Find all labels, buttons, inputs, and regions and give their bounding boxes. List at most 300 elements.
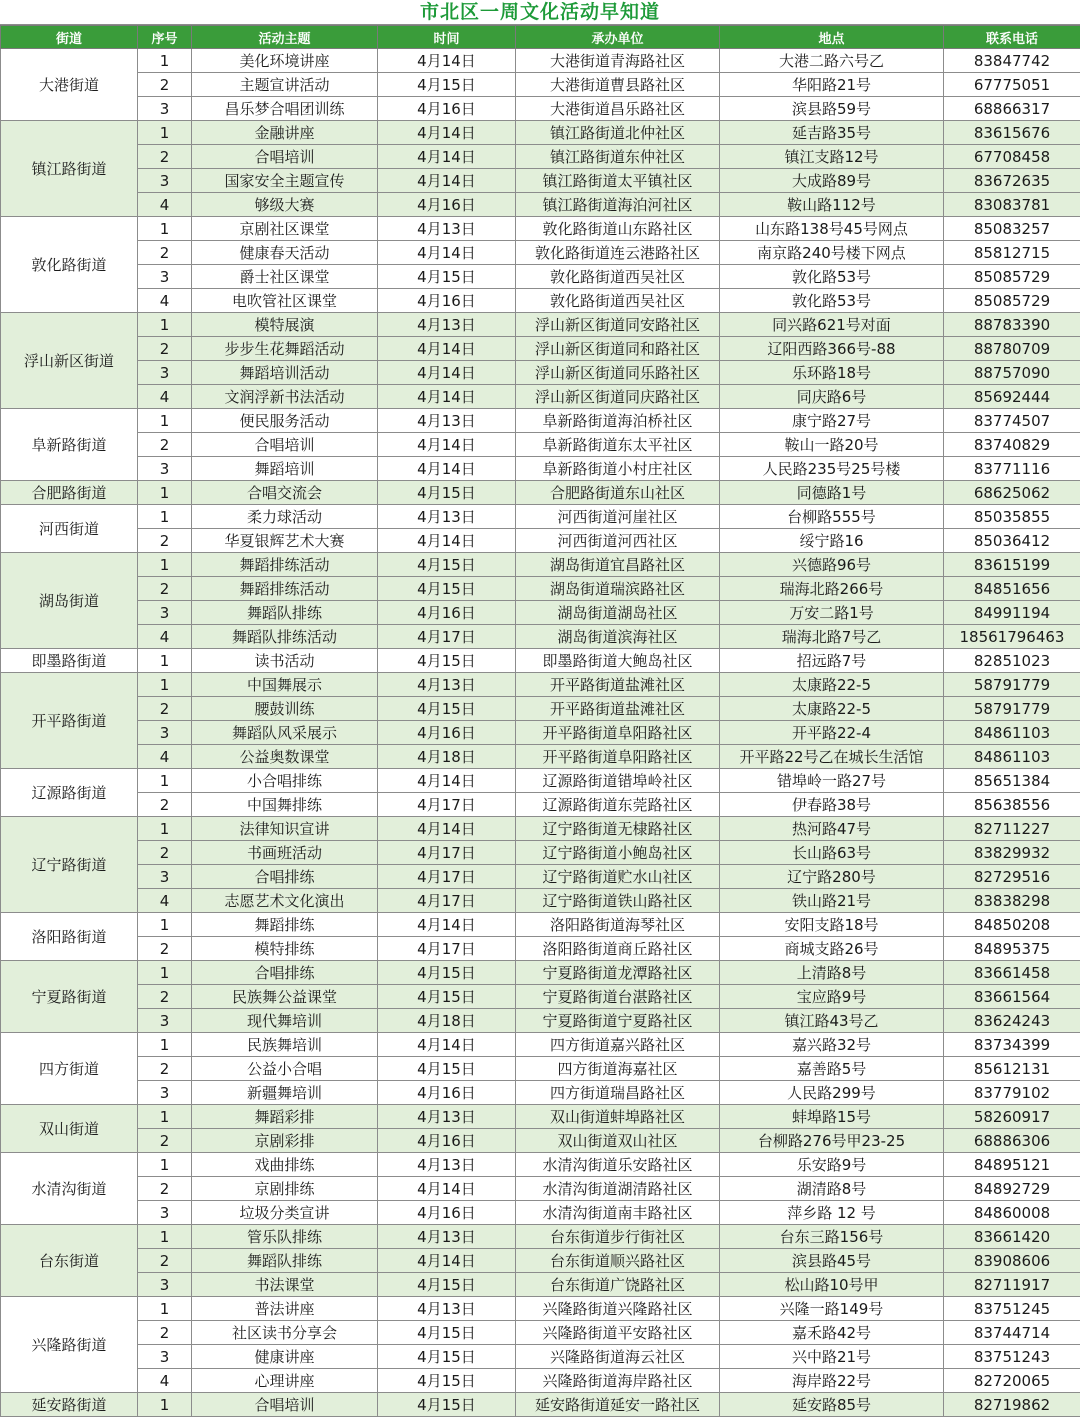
contact-phone: 68625062 xyxy=(944,481,1080,505)
organizer: 湖岛街道湖岛社区 xyxy=(516,601,720,625)
organizer: 辽宁路街道贮水山社区 xyxy=(516,865,720,889)
row-number: 1 xyxy=(138,409,192,433)
table-row xyxy=(1,1009,1080,1033)
activity-topic: 合唱培训 xyxy=(192,433,378,457)
location: 招远路7号 xyxy=(720,649,944,673)
activity-topic: 健康讲座 xyxy=(192,1345,378,1369)
activity-date: 4月15日 xyxy=(378,961,516,985)
contact-phone: 83624243 xyxy=(944,1009,1080,1033)
table-row xyxy=(1,145,1080,169)
activity-date: 4月14日 xyxy=(378,913,516,937)
contact-phone: 67775051 xyxy=(944,73,1080,97)
activity-date: 4月14日 xyxy=(378,385,516,409)
activity-date: 4月18日 xyxy=(378,745,516,769)
district-cell: 兴隆路街道 xyxy=(1,1297,138,1393)
table-row xyxy=(1,241,1080,265)
location: 太康路22-5 xyxy=(720,697,944,721)
row-number: 2 xyxy=(138,937,192,961)
organizer: 大港街道曹县路社区 xyxy=(516,73,720,97)
location: 上清路8号 xyxy=(720,961,944,985)
location: 伊春路38号 xyxy=(720,793,944,817)
organizer: 辽宁路街道无棣路社区 xyxy=(516,817,720,841)
district-cell: 河西街道 xyxy=(1,505,138,553)
organizer: 台东街道步行街社区 xyxy=(516,1225,720,1249)
district-cell: 四方街道 xyxy=(1,1033,138,1105)
location: 镇江路43号乙 xyxy=(720,1009,944,1033)
activity-topic: 舞蹈排练 xyxy=(192,913,378,937)
header-topic: 活动主题 xyxy=(192,26,378,49)
table-row xyxy=(1,577,1080,601)
contact-phone: 58791779 xyxy=(944,697,1080,721)
activity-topic: 京剧社区课堂 xyxy=(192,217,378,241)
activity-topic: 爵士社区课堂 xyxy=(192,265,378,289)
activity-date: 4月14日 xyxy=(378,337,516,361)
contact-phone: 85085729 xyxy=(944,289,1080,313)
contact-phone: 58260917 xyxy=(944,1105,1080,1129)
location: 辽宁路280号 xyxy=(720,865,944,889)
row-number: 3 xyxy=(138,361,192,385)
activity-topic: 京剧排练 xyxy=(192,1177,378,1201)
location: 瑞海北路7号乙 xyxy=(720,625,944,649)
organizer: 即墨路街道大鲍岛社区 xyxy=(516,649,720,673)
contact-phone: 83751243 xyxy=(944,1345,1080,1369)
organizer: 双山街道蚌埠路社区 xyxy=(516,1105,720,1129)
organizer: 宁夏路街道龙潭路社区 xyxy=(516,961,720,985)
row-number: 1 xyxy=(138,1033,192,1057)
table-row xyxy=(1,913,1080,937)
activity-date: 4月15日 xyxy=(378,1321,516,1345)
activity-date: 4月14日 xyxy=(378,145,516,169)
table-row xyxy=(1,745,1080,769)
organizer: 浮山新区街道同安路社区 xyxy=(516,313,720,337)
organizer: 兴隆路街道海云社区 xyxy=(516,1345,720,1369)
activity-topic: 模特排练 xyxy=(192,937,378,961)
district-cell: 水清沟街道 xyxy=(1,1153,138,1225)
district-cell: 镇江路街道 xyxy=(1,121,138,217)
contact-phone: 82719862 xyxy=(944,1393,1080,1417)
activity-topic: 现代舞培训 xyxy=(192,1009,378,1033)
location: 大港二路六号乙 xyxy=(720,49,944,73)
organizer: 辽宁路街道小鲍岛社区 xyxy=(516,841,720,865)
table-row xyxy=(1,457,1080,481)
contact-phone: 88757090 xyxy=(944,361,1080,385)
location: 台柳路276号甲23-25 xyxy=(720,1129,944,1153)
table-row xyxy=(1,649,1080,673)
location: 万安二路1号 xyxy=(720,601,944,625)
location: 镇江支路12号 xyxy=(720,145,944,169)
activity-date: 4月16日 xyxy=(378,601,516,625)
contact-phone: 83661420 xyxy=(944,1225,1080,1249)
organizer: 浮山新区街道同乐路社区 xyxy=(516,361,720,385)
table-row xyxy=(1,97,1080,121)
location: 人民路235号25号楼 xyxy=(720,457,944,481)
activity-topic: 合唱排练 xyxy=(192,865,378,889)
table-row xyxy=(1,1393,1080,1417)
district-cell: 宁夏路街道 xyxy=(1,961,138,1033)
location: 康宁路27号 xyxy=(720,409,944,433)
row-number: 2 xyxy=(138,793,192,817)
organizer: 浮山新区街道同和路社区 xyxy=(516,337,720,361)
row-number: 2 xyxy=(138,577,192,601)
location: 鞍山路112号 xyxy=(720,193,944,217)
row-number: 4 xyxy=(138,385,192,409)
row-number: 1 xyxy=(138,313,192,337)
row-number: 4 xyxy=(138,889,192,913)
table-row xyxy=(1,625,1080,649)
activity-date: 4月15日 xyxy=(378,1345,516,1369)
activity-topic: 中国舞展示 xyxy=(192,673,378,697)
activity-date: 4月13日 xyxy=(378,1297,516,1321)
row-number: 1 xyxy=(138,913,192,937)
organizer: 洛阳路街道海琴社区 xyxy=(516,913,720,937)
table-row xyxy=(1,1105,1080,1129)
table-row xyxy=(1,1129,1080,1153)
organizer: 宁夏路街道宁夏路社区 xyxy=(516,1009,720,1033)
activity-date: 4月16日 xyxy=(378,1081,516,1105)
district-cell: 开平路街道 xyxy=(1,673,138,769)
activity-topic: 合唱培训 xyxy=(192,1393,378,1417)
activity-date: 4月15日 xyxy=(378,265,516,289)
activity-topic: 法律知识宣讲 xyxy=(192,817,378,841)
location: 兴德路96号 xyxy=(720,553,944,577)
row-number: 1 xyxy=(138,1225,192,1249)
contact-phone: 83779102 xyxy=(944,1081,1080,1105)
row-number: 3 xyxy=(138,601,192,625)
district-cell: 台东街道 xyxy=(1,1225,138,1297)
activity-date: 4月16日 xyxy=(378,1129,516,1153)
contact-phone: 84851656 xyxy=(944,577,1080,601)
row-number: 1 xyxy=(138,1393,192,1417)
location: 乐安路9号 xyxy=(720,1153,944,1177)
activity-date: 4月16日 xyxy=(378,289,516,313)
activity-date: 4月15日 xyxy=(378,73,516,97)
table-row xyxy=(1,673,1080,697)
contact-phone: 85036412 xyxy=(944,529,1080,553)
row-number: 1 xyxy=(138,961,192,985)
activity-topic: 国家安全主题宣传 xyxy=(192,169,378,193)
location: 同德路1号 xyxy=(720,481,944,505)
organizer: 水清沟街道南丰路社区 xyxy=(516,1201,720,1225)
location: 商城支路26号 xyxy=(720,937,944,961)
table-row xyxy=(1,385,1080,409)
activity-date: 4月13日 xyxy=(378,409,516,433)
location: 海岸路22号 xyxy=(720,1369,944,1393)
row-number: 1 xyxy=(138,481,192,505)
table-row xyxy=(1,553,1080,577)
activity-table xyxy=(0,25,1080,1417)
row-number: 4 xyxy=(138,745,192,769)
row-number: 1 xyxy=(138,649,192,673)
row-number: 2 xyxy=(138,1321,192,1345)
location: 山东路138号45号网点 xyxy=(720,217,944,241)
header-number: 序号 xyxy=(138,26,192,49)
organizer: 敦化路街道西吴社区 xyxy=(516,289,720,313)
organizer: 水清沟街道湖清路社区 xyxy=(516,1177,720,1201)
contact-phone: 83774507 xyxy=(944,409,1080,433)
activity-topic: 垃圾分类宣讲 xyxy=(192,1201,378,1225)
activity-topic: 读书活动 xyxy=(192,649,378,673)
activity-date: 4月17日 xyxy=(378,793,516,817)
activity-date: 4月13日 xyxy=(378,505,516,529)
row-number: 3 xyxy=(138,1009,192,1033)
location: 绥宁路16 xyxy=(720,529,944,553)
organizer: 镇江路街道海泊河社区 xyxy=(516,193,720,217)
row-number: 1 xyxy=(138,769,192,793)
table-row xyxy=(1,721,1080,745)
contact-phone: 83661458 xyxy=(944,961,1080,985)
activity-topic: 新疆舞培训 xyxy=(192,1081,378,1105)
activity-topic: 志愿艺术文化演出 xyxy=(192,889,378,913)
contact-phone: 83908606 xyxy=(944,1249,1080,1273)
contact-phone: 88783390 xyxy=(944,313,1080,337)
header-phone: 联系电话 xyxy=(944,26,1080,49)
location: 人民路299号 xyxy=(720,1081,944,1105)
table-row xyxy=(1,169,1080,193)
activity-date: 4月14日 xyxy=(378,457,516,481)
contact-phone: 58791779 xyxy=(944,673,1080,697)
activity-topic: 公益奥数课堂 xyxy=(192,745,378,769)
organizer: 阜新路街道小村庄社区 xyxy=(516,457,720,481)
activity-date: 4月14日 xyxy=(378,1033,516,1057)
table-row xyxy=(1,1177,1080,1201)
organizer: 辽宁路街道铁山路社区 xyxy=(516,889,720,913)
activity-date: 4月15日 xyxy=(378,577,516,601)
activity-topic: 步步生花舞蹈活动 xyxy=(192,337,378,361)
table-row xyxy=(1,1225,1080,1249)
header-organizer: 承办单位 xyxy=(516,26,720,49)
activity-date: 4月15日 xyxy=(378,1369,516,1393)
contact-phone: 67708458 xyxy=(944,145,1080,169)
district-cell: 延安路街道 xyxy=(1,1393,138,1417)
row-number: 3 xyxy=(138,1345,192,1369)
contact-phone: 68886306 xyxy=(944,1129,1080,1153)
activity-date: 4月13日 xyxy=(378,313,516,337)
district-cell: 敦化路街道 xyxy=(1,217,138,313)
activity-date: 4月14日 xyxy=(378,49,516,73)
contact-phone: 84860008 xyxy=(944,1201,1080,1225)
table-row xyxy=(1,217,1080,241)
activity-date: 4月16日 xyxy=(378,193,516,217)
row-number: 3 xyxy=(138,97,192,121)
activity-topic: 戏曲排练 xyxy=(192,1153,378,1177)
row-number: 3 xyxy=(138,1273,192,1297)
organizer: 镇江路街道北仲社区 xyxy=(516,121,720,145)
activity-topic: 民族舞培训 xyxy=(192,1033,378,1057)
contact-phone: 85692444 xyxy=(944,385,1080,409)
header-date: 时间 xyxy=(378,26,516,49)
location: 台东三路156号 xyxy=(720,1225,944,1249)
table-row xyxy=(1,505,1080,529)
location: 乐环路18号 xyxy=(720,361,944,385)
activity-topic: 小合唱排练 xyxy=(192,769,378,793)
contact-phone: 88780709 xyxy=(944,337,1080,361)
location: 开平路22号乙在城长生活馆 xyxy=(720,745,944,769)
organizer: 台东街道广饶路社区 xyxy=(516,1273,720,1297)
location: 延吉路35号 xyxy=(720,121,944,145)
activity-date: 4月17日 xyxy=(378,889,516,913)
contact-phone: 82851023 xyxy=(944,649,1080,673)
contact-phone: 85085729 xyxy=(944,265,1080,289)
location: 滨县路45号 xyxy=(720,1249,944,1273)
row-number: 1 xyxy=(138,673,192,697)
organizer: 敦化路街道山东路社区 xyxy=(516,217,720,241)
location: 铁山路21号 xyxy=(720,889,944,913)
organizer: 延安路街道延安一路社区 xyxy=(516,1393,720,1417)
activity-date: 4月16日 xyxy=(378,97,516,121)
activity-topic: 社区读书分享会 xyxy=(192,1321,378,1345)
page-title: 市北区一周文化活动早知道 xyxy=(0,0,1080,25)
location: 宝应路9号 xyxy=(720,985,944,1009)
activity-topic: 舞蹈彩排 xyxy=(192,1105,378,1129)
location: 蚌埠路15号 xyxy=(720,1105,944,1129)
activity-topic: 模特展演 xyxy=(192,313,378,337)
contact-phone: 85083257 xyxy=(944,217,1080,241)
location: 辽阳西路366号-88 xyxy=(720,337,944,361)
organizer: 四方街道瑞昌路社区 xyxy=(516,1081,720,1105)
row-number: 1 xyxy=(138,553,192,577)
row-number: 3 xyxy=(138,865,192,889)
organizer: 四方街道嘉兴路社区 xyxy=(516,1033,720,1057)
table-row xyxy=(1,793,1080,817)
row-number: 1 xyxy=(138,1153,192,1177)
table-row xyxy=(1,769,1080,793)
organizer: 河西街道河崖社区 xyxy=(516,505,720,529)
organizer: 湖岛街道滨海社区 xyxy=(516,625,720,649)
activity-date: 4月16日 xyxy=(378,1201,516,1225)
activity-topic: 舞蹈队排练 xyxy=(192,1249,378,1273)
contact-phone: 83771116 xyxy=(944,457,1080,481)
organizer: 大港街道昌乐路社区 xyxy=(516,97,720,121)
organizer: 兴隆路街道平安路社区 xyxy=(516,1321,720,1345)
activity-topic: 昌乐梦合唱团训练 xyxy=(192,97,378,121)
contact-phone: 83847742 xyxy=(944,49,1080,73)
activity-topic: 书法课堂 xyxy=(192,1273,378,1297)
activity-date: 4月15日 xyxy=(378,1273,516,1297)
district-cell: 阜新路街道 xyxy=(1,409,138,481)
table-row xyxy=(1,313,1080,337)
location: 湖清路8号 xyxy=(720,1177,944,1201)
organizer: 阜新路街道东太平社区 xyxy=(516,433,720,457)
row-number: 2 xyxy=(138,697,192,721)
table-row xyxy=(1,289,1080,313)
activity-date: 4月15日 xyxy=(378,985,516,1009)
row-number: 4 xyxy=(138,289,192,313)
location: 敦化路53号 xyxy=(720,265,944,289)
header-location: 地点 xyxy=(720,26,944,49)
table-row xyxy=(1,481,1080,505)
row-number: 3 xyxy=(138,265,192,289)
organizer: 洛阳路街道商丘路社区 xyxy=(516,937,720,961)
organizer: 宁夏路街道台湛路社区 xyxy=(516,985,720,1009)
row-number: 2 xyxy=(138,1177,192,1201)
location: 萍乡路 12 号 xyxy=(720,1201,944,1225)
activity-date: 4月14日 xyxy=(378,817,516,841)
activity-date: 4月13日 xyxy=(378,1153,516,1177)
contact-phone: 85035855 xyxy=(944,505,1080,529)
activity-date: 4月14日 xyxy=(378,769,516,793)
activity-topic: 合唱交流会 xyxy=(192,481,378,505)
table-row xyxy=(1,529,1080,553)
contact-phone: 84895375 xyxy=(944,937,1080,961)
activity-topic: 舞蹈队排练 xyxy=(192,601,378,625)
contact-phone: 82711227 xyxy=(944,817,1080,841)
organizer: 镇江路街道东仲社区 xyxy=(516,145,720,169)
activity-topic: 舞蹈培训活动 xyxy=(192,361,378,385)
contact-phone: 82720065 xyxy=(944,1369,1080,1393)
row-number: 3 xyxy=(138,721,192,745)
contact-phone: 83751245 xyxy=(944,1297,1080,1321)
activity-topic: 健康春天活动 xyxy=(192,241,378,265)
contact-phone: 84861103 xyxy=(944,745,1080,769)
organizer: 开平路街道阜阳路社区 xyxy=(516,721,720,745)
table-row xyxy=(1,1297,1080,1321)
location: 错埠岭一路27号 xyxy=(720,769,944,793)
table-row xyxy=(1,121,1080,145)
contact-phone: 83672635 xyxy=(944,169,1080,193)
organizer: 辽源路街道东莞路社区 xyxy=(516,793,720,817)
contact-phone: 85612131 xyxy=(944,1057,1080,1081)
row-number: 2 xyxy=(138,73,192,97)
location: 敦化路53号 xyxy=(720,289,944,313)
location: 嘉善路5号 xyxy=(720,1057,944,1081)
activity-topic: 管乐队排练 xyxy=(192,1225,378,1249)
activity-date: 4月15日 xyxy=(378,1057,516,1081)
contact-phone: 85638556 xyxy=(944,793,1080,817)
organizer: 浮山新区街道同庆路社区 xyxy=(516,385,720,409)
location: 大成路89号 xyxy=(720,169,944,193)
district-cell: 辽宁路街道 xyxy=(1,817,138,913)
activity-date: 4月13日 xyxy=(378,1225,516,1249)
activity-date: 4月17日 xyxy=(378,625,516,649)
row-number: 2 xyxy=(138,337,192,361)
organizer: 四方街道海嘉社区 xyxy=(516,1057,720,1081)
table-row xyxy=(1,697,1080,721)
organizer: 开平路街道盐滩社区 xyxy=(516,673,720,697)
location: 嘉兴路32号 xyxy=(720,1033,944,1057)
row-number: 4 xyxy=(138,193,192,217)
contact-phone: 83744714 xyxy=(944,1321,1080,1345)
organizer: 湖岛街道宜昌路社区 xyxy=(516,553,720,577)
organizer: 河西街道河西社区 xyxy=(516,529,720,553)
table-row xyxy=(1,817,1080,841)
location: 长山路63号 xyxy=(720,841,944,865)
table-row xyxy=(1,73,1080,97)
activity-topic: 舞蹈队排练活动 xyxy=(192,625,378,649)
contact-phone: 83615676 xyxy=(944,121,1080,145)
organizer: 辽源路街道错埠岭社区 xyxy=(516,769,720,793)
organizer: 双山街道双山社区 xyxy=(516,1129,720,1153)
activity-topic: 中国舞排练 xyxy=(192,793,378,817)
location: 太康路22-5 xyxy=(720,673,944,697)
activity-date: 4月17日 xyxy=(378,865,516,889)
organizer: 兴隆路街道兴隆路社区 xyxy=(516,1297,720,1321)
activity-topic: 京剧彩排 xyxy=(192,1129,378,1153)
contact-phone: 83615199 xyxy=(944,553,1080,577)
table-row xyxy=(1,865,1080,889)
contact-phone: 18561796463 xyxy=(944,625,1080,649)
location: 鞍山一路20号 xyxy=(720,433,944,457)
district-cell: 即墨路街道 xyxy=(1,649,138,673)
table-body xyxy=(1,49,1080,1417)
location: 华阳路21号 xyxy=(720,73,944,97)
district-cell: 双山街道 xyxy=(1,1105,138,1153)
activity-date: 4月17日 xyxy=(378,841,516,865)
contact-phone: 85651384 xyxy=(944,769,1080,793)
header-district: 街道 xyxy=(1,26,138,49)
activity-topic: 腰鼓训练 xyxy=(192,697,378,721)
table-row xyxy=(1,1201,1080,1225)
district-cell: 洛阳路街道 xyxy=(1,913,138,961)
